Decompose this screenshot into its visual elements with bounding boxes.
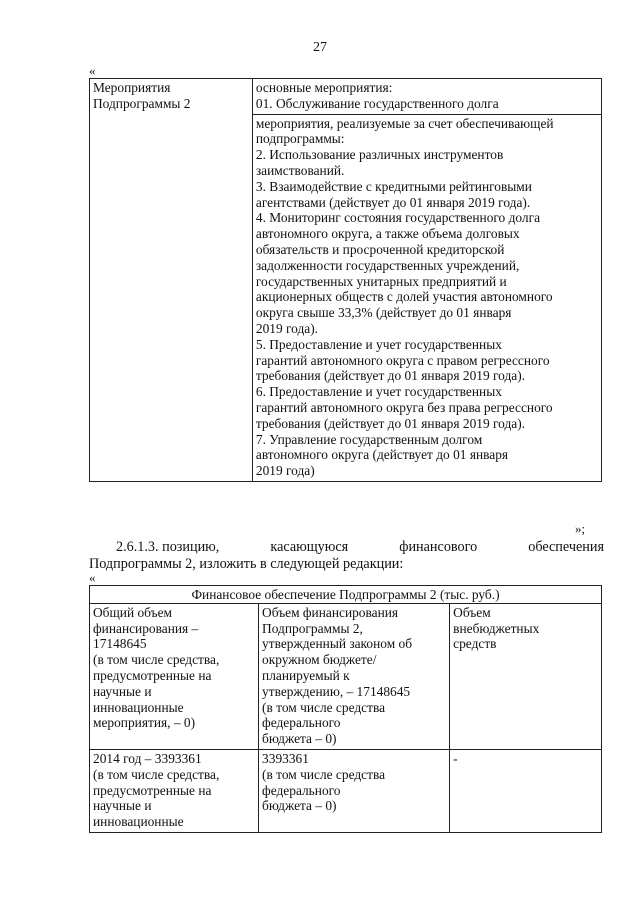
cell-line: внебюджетных <box>453 620 540 636</box>
cell-line: финансирования – <box>93 620 199 636</box>
cell-line: Общий объем <box>93 604 172 620</box>
year-2014-extrabudgetary-cell <box>450 749 602 832</box>
page-number: 27 <box>313 40 327 55</box>
support-activities-line: требования (действует до 01 января 2019 года). <box>255 415 526 431</box>
support-activities-line: автономного округа (действует до 01 января <box>255 447 509 463</box>
cell-line: (в том числе средства, <box>93 652 220 668</box>
cell-line: Подпрограммы 2, <box>262 620 363 636</box>
support-activities-line: заимствований. <box>255 162 345 178</box>
cell-line: предусмотренные на <box>93 667 212 683</box>
cell-line: (в том числе средства, <box>93 766 220 782</box>
cell-line: окружном бюджете/ <box>262 652 377 668</box>
financing-table-caption: Финансовое обеспечение Подпрограммы 2 (тыс. руб.) <box>90 586 602 604</box>
support-activities-line: гарантий автономного округа без права регрессного <box>255 399 553 415</box>
paragraph-word: касающуюся <box>270 539 349 555</box>
support-activities-cell <box>252 114 601 481</box>
cell-line: Объем финансирования <box>262 604 399 620</box>
table-row <box>90 79 602 115</box>
closing-quote-mark: »; <box>575 521 586 536</box>
paragraph-word: 2.6.1.3. позицию, <box>116 539 220 555</box>
cell-line: утверждению, – 17148645 <box>262 683 411 699</box>
support-activities-line: государственных унитарных предприятий и <box>255 273 507 289</box>
support-activities-line: 2019 года). <box>255 320 319 336</box>
cell-line: утвержденный законом об <box>262 636 413 652</box>
cell-line: средств <box>453 636 497 652</box>
main-activities-line: 01. Обслуживание государственного долга <box>255 95 499 111</box>
cell-line: бюджета – 0) <box>262 731 337 747</box>
support-activities-line: обязательств и просроченной кредиторской <box>255 241 505 257</box>
year-2014-total-cell <box>90 749 259 832</box>
support-activities-line: 7. Управление государственным долгом <box>255 431 483 447</box>
opening-quote-mark: « <box>89 63 96 78</box>
table-row <box>90 603 602 749</box>
support-activities-line: 2. Использование различных инструментов <box>255 147 504 163</box>
table-row <box>90 749 602 832</box>
support-activities-line: 5. Предоставление и учет государственных <box>255 336 502 352</box>
cell-line: 17148645 <box>93 636 147 652</box>
table-row <box>90 586 602 604</box>
paragraph-first-line <box>116 539 604 556</box>
support-activities-line: акционерных обществ с долей участия автономного <box>255 289 553 305</box>
budget-financing-cell <box>259 603 450 749</box>
cell-line: инновационные <box>93 699 184 715</box>
support-activities-line: 3. Взаимодействие с кредитными рейтинговыми <box>255 178 532 194</box>
support-activities-line: мероприятия, реализуемые за счет обеспечивающей <box>255 115 554 131</box>
activities-label-line: Подпрограммы 2 <box>93 95 191 111</box>
cell-line: (в том числе средства <box>262 699 386 715</box>
support-activities-line: 4. Мониторинг состояния государственного долга <box>255 210 541 226</box>
financing-table <box>89 585 602 833</box>
support-activities-line: автономного округа, а также объема долговых <box>255 226 520 242</box>
support-activities-line: подпрограммы: <box>255 131 345 147</box>
paragraph-word: финансового <box>399 539 478 555</box>
paragraph-second-line: Подпрограммы 2, изложить в следующей редакции: <box>89 556 404 572</box>
cell-line: 2014 год – 3393361 <box>93 750 202 766</box>
extrabudgetary-cell <box>450 603 602 749</box>
year-2014-budget-cell <box>259 749 450 832</box>
cell-line: - <box>453 750 458 766</box>
main-activities-cell <box>252 79 601 115</box>
cell-line: инновационные <box>93 814 184 830</box>
cell-line: предусмотренные на <box>93 782 212 798</box>
cell-line: федерального <box>262 715 341 731</box>
subprogram-activities-table <box>89 78 602 482</box>
support-activities-line: гарантий автономного округа с правом регрессного <box>255 352 550 368</box>
support-activities-line: 2019 года) <box>255 463 315 479</box>
activities-label-cell <box>90 79 253 482</box>
support-activities-line: задолженности государственных учреждений, <box>255 257 520 273</box>
cell-line: федерального <box>262 782 341 798</box>
cell-line: научные и <box>93 798 152 814</box>
total-financing-cell <box>90 603 259 749</box>
support-activities-line: агентствами (действует до 01 января 2019 года). <box>255 194 531 210</box>
cell-line: 3393361 <box>262 750 309 766</box>
cell-line: (в том числе средства <box>262 766 386 782</box>
cell-line: научные и <box>93 683 152 699</box>
support-activities-line: 6. Предоставление и учет государственных <box>255 384 502 400</box>
opening-quote-mark: « <box>89 570 96 585</box>
support-activities-line: требования (действует до 01 января 2019 года). <box>255 368 526 384</box>
activities-label-line: Мероприятия <box>93 80 171 95</box>
paragraph-word: обеспечения <box>528 539 604 555</box>
support-activities-line: округа свыше 33,3% (действует до 01 января <box>255 305 512 321</box>
main-activities-line: основные мероприятия: <box>255 80 393 95</box>
cell-line: бюджета – 0) <box>262 798 337 814</box>
cell-line: планируемый к <box>262 667 350 683</box>
cell-line: Объем <box>453 604 491 620</box>
cell-line: мероприятия, – 0) <box>93 715 196 731</box>
